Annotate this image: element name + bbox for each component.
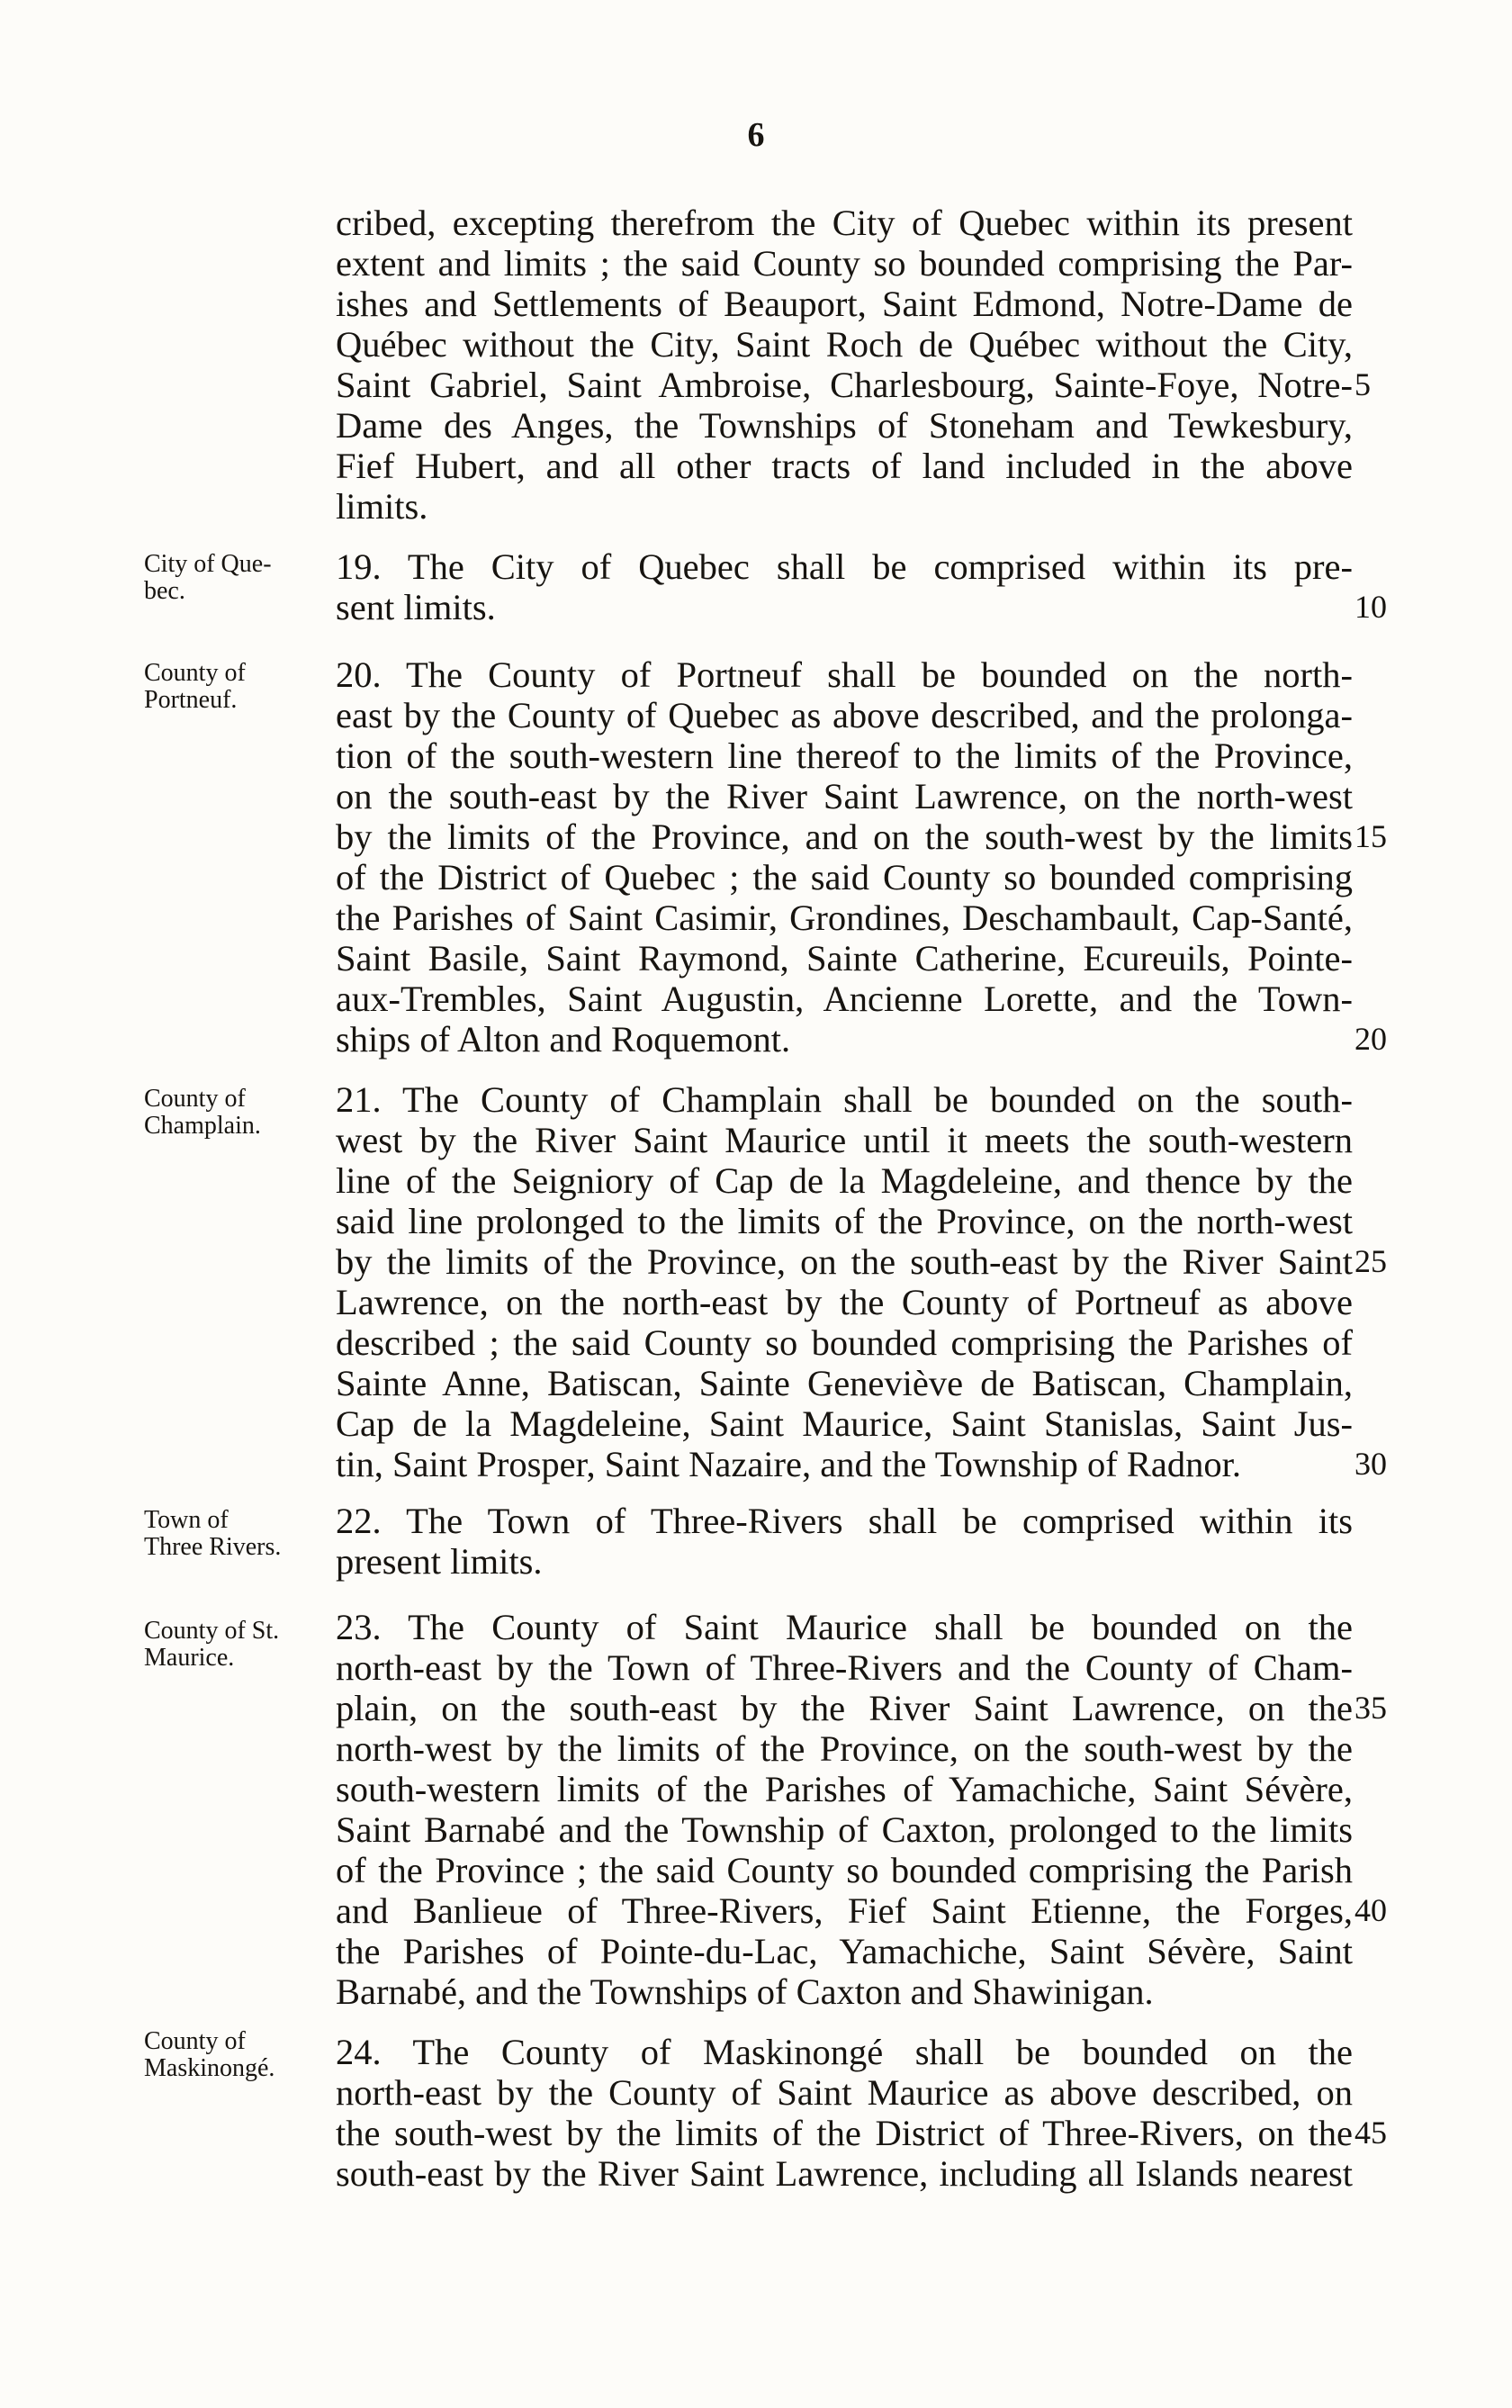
text-line: Québec without the City, Saint Roch de Québec without the City,: [336, 324, 1353, 365]
text-line: the Parishes of Saint Casimir, Grondines, Deschambault, Cap-Santé,: [336, 897, 1353, 938]
text-line: 22. The Town of Three-Rivers shall be comprised within its: [336, 1501, 1353, 1541]
line-number: 25: [1354, 1243, 1387, 1279]
text-line: described ; the said County so bounded comprising the Parishes of: [336, 1322, 1353, 1363]
text-line: line of the Seigniory of Cap de la Magdeleine, and thence by the: [336, 1160, 1353, 1201]
margin-note-line: County of St.: [144, 1617, 280, 1645]
text-line: Sainte Anne, Batiscan, Sainte Geneviève de Batiscan, Champlain,: [336, 1363, 1353, 1403]
margin-note-line: Maskinongé.: [144, 2054, 275, 2082]
text-line: tion of the south-western line thereof to the limits of the Province,: [336, 735, 1353, 776]
text-line: south-western limits of the Parishes of Yamachiche, Saint Sévère,: [336, 1769, 1353, 1809]
text-line: Barnabé, and the Townships of Caxton and Shawinigan.: [336, 1971, 1154, 2012]
text-line: present limits.: [336, 1541, 543, 1582]
text-line: Dame des Anges, the Townships of Stoneham and Tewkesbury,: [336, 405, 1353, 446]
text-line: ships of Alton and Roquemont.: [336, 1019, 791, 1060]
text-line: extent and limits ; the said County so bounded comprising the Par-: [336, 243, 1353, 284]
margin-note: [144, 551, 328, 605]
text-line: of the District of Quebec ; the said County so bounded comprising: [336, 857, 1353, 897]
text-line: of the Province ; the said County so bounded comprising the Parish: [336, 1850, 1353, 1890]
text-line: on the south-east by the River Saint Lawrence, on the north-west: [336, 776, 1353, 816]
text-line: north-east by the Town of Three-Rivers and the County of Cham-: [336, 1647, 1353, 1688]
line-number: 10: [1354, 589, 1387, 625]
text-line: Saint Barnabé and the Township of Caxton, prolonged to the limits: [336, 1809, 1353, 1850]
text-line: west by the River Saint Maurice until it meets the south-western: [336, 1120, 1353, 1160]
text-line: 24. The County of Maskinongé shall be bounded on the: [336, 2032, 1353, 2072]
margin-note-line: County of: [144, 1085, 246, 1113]
text-line: ishes and Settlements of Beauport, Saint Edmond, Notre-Dame de: [336, 284, 1353, 324]
text-line: 23. The County of Saint Maurice shall be bounded on the: [336, 1607, 1353, 1647]
margin-note-line: Maurice.: [144, 1644, 235, 1672]
margin-note-line: County of: [144, 659, 246, 687]
line-number: 40: [1354, 1892, 1387, 1928]
margin-note: [144, 1618, 328, 1672]
text-line: by the limits of the Province, on the south-east by the River Saint: [336, 1241, 1353, 1282]
page-number: 6: [747, 116, 765, 154]
margin-note-line: bec.: [144, 577, 185, 605]
text-line: sent limits.: [336, 587, 496, 627]
line-number: 15: [1354, 818, 1387, 854]
margin-note-line: Champlain.: [144, 1112, 261, 1140]
text-line: Cap de la Magdeleine, Saint Maurice, Saint Stanislas, Saint Jus-: [336, 1403, 1353, 1444]
margin-note: [144, 1086, 328, 1140]
margin-note: [144, 2028, 328, 2082]
text-line: the south-west by the limits of the District of Three-Rivers, on the: [336, 2113, 1353, 2153]
text-line: by the limits of the Province, and on the south-west by the limits: [336, 816, 1353, 857]
line-number: 30: [1354, 1446, 1387, 1482]
margin-note-line: Portneuf.: [144, 686, 238, 714]
text-line: and Banlieue of Three-Rivers, Fief Saint Etienne, the Forges,: [336, 1890, 1353, 1931]
text-line: south-east by the River Saint Lawrence, including all Islands nearest: [336, 2153, 1353, 2194]
text-line: 21. The County of Champlain shall be bounded on the south-: [336, 1079, 1353, 1120]
line-number: 35: [1354, 1690, 1387, 1726]
text-line: plain, on the south-east by the River Saint Lawrence, on the: [336, 1688, 1353, 1728]
text-line: tin, Saint Prosper, Saint Nazaire, and the Township of Radnor.: [336, 1444, 1242, 1484]
line-number: 45: [1354, 2115, 1387, 2151]
margin-note-line: Town of: [144, 1506, 229, 1534]
text-line: cribed, excepting therefrom the City of Quebec within its present: [336, 203, 1353, 243]
margin-note: [144, 660, 328, 714]
text-line: limits.: [336, 486, 428, 527]
text-line: east by the County of Quebec as above described, and the prolonga-: [336, 695, 1353, 735]
margin-note-line: Three Rivers.: [144, 1533, 282, 1561]
text-line: said line prolonged to the limits of the Province, on the north-west: [336, 1201, 1353, 1241]
text-line: Fief Hubert, and all other tracts of land included in the above: [336, 446, 1353, 486]
text-line: north-west by the limits of the Province, on the south-west by the: [336, 1728, 1353, 1769]
text-line: the Parishes of Pointe-du-Lac, Yamachiche, Saint Sévère, Saint: [336, 1931, 1353, 1971]
margin-note-line: County of: [144, 2027, 246, 2055]
text-line: aux-Trembles, Saint Augustin, Ancienne Lorette, and the Town-: [336, 979, 1353, 1019]
margin-note-line: City of Que-: [144, 550, 272, 578]
line-number: 5: [1354, 366, 1371, 402]
margin-note: [144, 1507, 328, 1561]
text-line: 20. The County of Portneuf shall be bounded on the north-: [336, 654, 1353, 695]
line-number: 20: [1354, 1021, 1387, 1057]
text-line: north-east by the County of Saint Maurice as above described, on: [336, 2072, 1353, 2113]
text-line: 19. The City of Quebec shall be comprised within its pre-: [336, 546, 1353, 587]
text-line: Lawrence, on the north-east by the County of Portneuf as above: [336, 1282, 1353, 1322]
text-line: Saint Basile, Saint Raymond, Sainte Catherine, Ecureuils, Pointe-: [336, 938, 1353, 979]
text-line: Saint Gabriel, Saint Ambroise, Charlesbourg, Sainte-Foye, Notre-: [336, 365, 1353, 405]
